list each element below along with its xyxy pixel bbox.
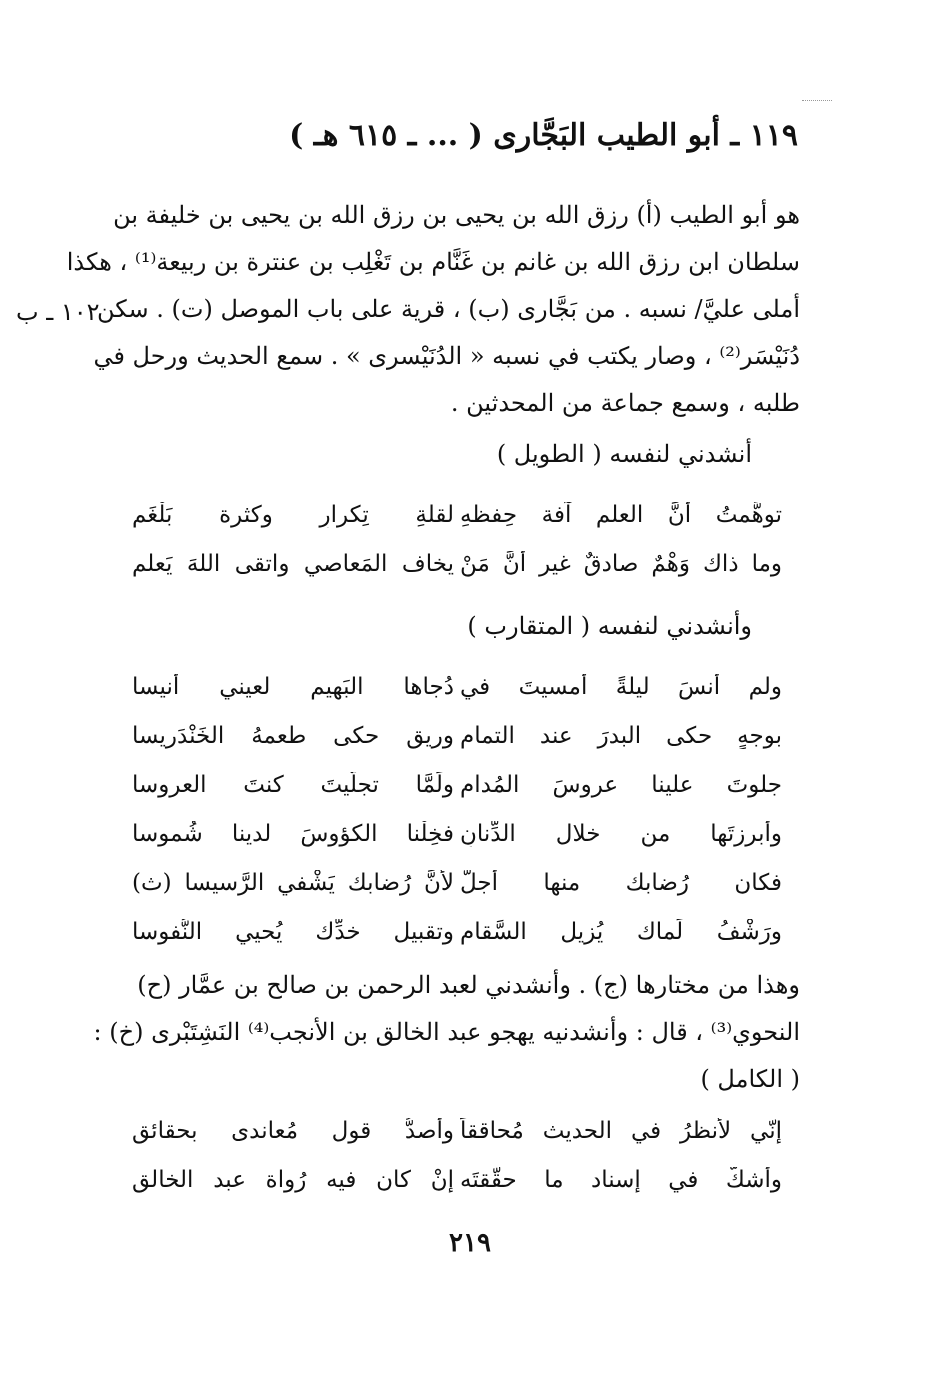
verse-first-hemistich: جلوتَ علينا عروسَ المُدام [460, 772, 782, 798]
meter-heading: أنشدني لنفسه ( الطويل ) [496, 440, 752, 468]
verse-second-hemistich: وريقٍ حكى طعمهُ الخَنْدَريسا [132, 723, 454, 749]
meter-heading: وأنشدني لنفسه ( المتقارب ) [467, 612, 752, 640]
verse-first-hemistich: وأشكُّ في إسناد ما حقَّقتَه [460, 1167, 782, 1193]
verse-row [132, 870, 782, 919]
poem-block [132, 674, 782, 968]
verse-first-hemistich: وما ذاك وَهْمٌ صادقٌ غير أنَّ مَنْ [460, 551, 782, 577]
bridge-line: ( الكامل ) [700, 1065, 800, 1093]
verse-second-hemistich: يخاف المَعاصي واتقى اللهَ يَعلمِ [132, 551, 454, 577]
intro-paragraph [66, 192, 800, 427]
margin-folio-note: ١٠٢ ـ ب [16, 298, 100, 326]
verse-second-hemistich: ولَمَّا تجلَّيتَ كنتَ العروسا [132, 772, 454, 798]
verse-row [132, 551, 782, 600]
intro-line: سلطان ابن رزق الله بن غانم بن غَنَّام بن تَغْلِب بن عنترة بن ربيعة⁽¹⁾ ، هكذا [66, 248, 800, 276]
verse-first-hemistich: ولم أنسَ ليلةً أمسيتَ في [460, 674, 782, 700]
page-title: ١١٩ ـ أبو الطيب البَجَّارى ( ... ـ ٦١٥ هـ ) [289, 118, 798, 153]
verse-row [132, 502, 782, 551]
verse-first-hemistich: إنّي لأنظرُ في الحديث مُحاققاً [460, 1118, 782, 1144]
verse-row [132, 919, 782, 968]
verse-row [132, 821, 782, 870]
bridge-paragraph [93, 962, 800, 1103]
intro-line: هو أبو الطيب (أ) رزق الله بن يحيى بن رزق الله بن يحيى بن خليفة بن [113, 201, 800, 229]
bridge-line: وهذا من مختارها (ج) . وأنشدني لعبد الرحمن بن صالح بن عمَّار (ح) [137, 971, 800, 999]
verse-second-hemistich: وتقبيل خدِّك يُحيي النُّفوسا [132, 919, 454, 945]
verse-second-hemistich: لأنَّ رُضابك يَشْفي الرَّسيسا (ث) [132, 870, 454, 896]
verse-row [132, 772, 782, 821]
verse-second-hemistich: لقلةِ تِكرارٍ وكثرة بَلْغَمِ [132, 502, 454, 528]
verse-first-hemistich: فكان رُضابك منها أجلَّ [460, 870, 782, 896]
intro-line: أملى عليَّ/ نسبه . من بَجَّارى (ب) ، قرية على باب الموصل (ت) . سكن [96, 295, 800, 323]
verse-second-hemistich: فخِلْنا الكؤوسَ لدينا شُموسا [132, 821, 454, 847]
verse-row [132, 723, 782, 772]
poem-block [132, 502, 782, 600]
verse-row [132, 1167, 782, 1216]
verse-second-hemistich: إنْ كان فيه رُواة عبد الخالقِ [132, 1167, 454, 1193]
verse-first-hemistich: ورَشْفُ لَماك يُزيل السَّقام [460, 919, 782, 945]
poem-block [132, 1118, 782, 1216]
bridge-line: النحوي⁽³⁾ ، قال : وأنشدنيه يهجو عبد الخالق بن الأنجب⁽⁴⁾ النَشِتَبْرى (خ) : [93, 1018, 800, 1046]
verse-first-hemistich: وأبرزتَها من خلال الدِّنانِ [460, 821, 782, 847]
intro-line: دُنَيْسَر⁽²⁾ ، وصار يكتب في نسبه « الدُنَيْسرى » . سمع الحديث ورحل في [93, 342, 800, 370]
top-divider [802, 100, 832, 101]
intro-line: طلبه ، وسمع جماعة من المحدثين . [450, 389, 800, 417]
verse-row [132, 1118, 782, 1167]
verse-first-hemistich: بوجهٍ حكى البدرَ عند التمام [460, 723, 782, 749]
page-number: ٢١٩ [449, 1228, 491, 1258]
verse-row [132, 674, 782, 723]
verse-second-hemistich: وأصدُّ قول مُعاندى بحقائقِ [132, 1118, 454, 1144]
verse-first-hemistich: توهَّمتُ أنَّ العلم آفة حِفظهِ [460, 502, 782, 528]
verse-second-hemistich: دُجاها البَهيم لعيني أنيسا [132, 674, 454, 700]
